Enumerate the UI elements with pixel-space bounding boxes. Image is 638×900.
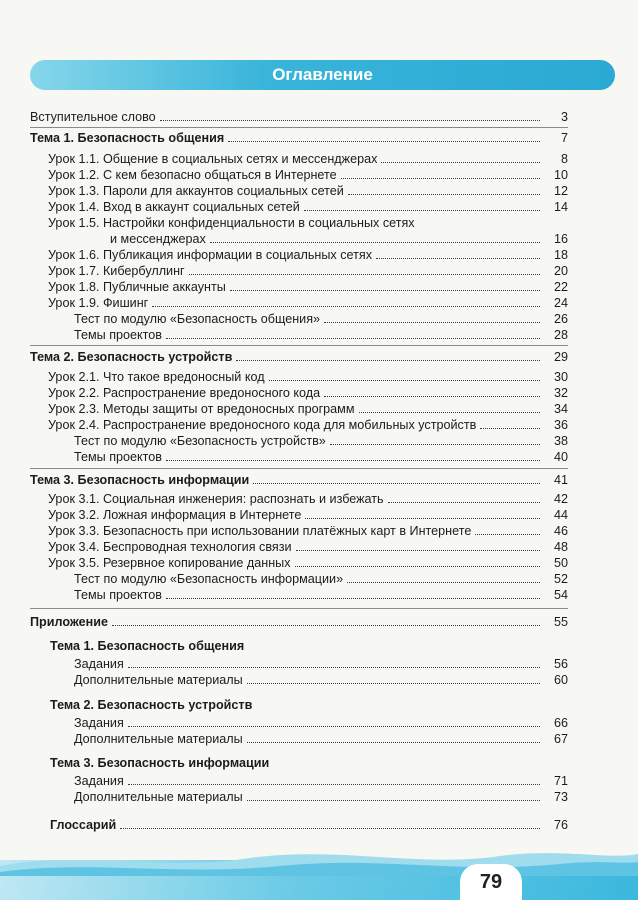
toc-entry-label: Урок 3.5. Резервное копирование данных (48, 556, 291, 570)
toc-entry-lesson[interactable] (48, 184, 568, 199)
leader-dots (228, 132, 540, 142)
toc-entry-page: 14 (553, 200, 568, 214)
leader-dots (305, 509, 540, 519)
toc-entry-lesson[interactable] (48, 280, 568, 295)
leader-dots (236, 351, 540, 361)
toc-entry-label: Глоссарий (50, 818, 117, 832)
leader-dots (330, 435, 540, 445)
toc-entry-page: 10 (553, 168, 568, 182)
toc-entry-lesson[interactable] (48, 264, 568, 279)
toc-entry-lesson-line2[interactable] (110, 232, 568, 247)
toc-entry-page: 24 (553, 296, 568, 310)
toc-entry-test[interactable] (74, 572, 568, 587)
toc-entry-page: 41 (553, 473, 568, 487)
toc-entry-lesson[interactable] (48, 248, 568, 263)
toc-entry-label: Тест по модулю «Безопасность устройств» (74, 434, 326, 448)
toc-entry-extra-materials[interactable] (74, 790, 568, 805)
leader-dots (348, 185, 540, 195)
toc-entry-label: Дополнительные материалы (74, 790, 243, 804)
toc-entry-projects[interactable] (74, 588, 568, 603)
toc-entry-label: Урок 1.1. Общение в социальных сетях и мессенджерах (48, 152, 378, 166)
leader-dots (247, 733, 540, 743)
toc-entry-projects[interactable] (74, 328, 568, 343)
toc-entry-label: Урок 1.3. Пароли для аккаунтов социальных сетей (48, 184, 344, 198)
toc-entry-lesson[interactable] (48, 524, 568, 539)
leader-dots (269, 371, 540, 381)
divider (30, 127, 568, 128)
toc-entry-page: 73 (553, 790, 568, 804)
toc-entry-lesson[interactable] (48, 386, 568, 401)
leader-dots (296, 541, 541, 551)
toc-entry-label: Тема 2. Безопасность устройств (30, 350, 233, 364)
toc-entry-label: Урок 1.6. Публикация информации в социальных сетях (48, 248, 372, 262)
leader-dots (359, 403, 541, 413)
toc-entry-page: 44 (553, 508, 568, 522)
toc-entry-label: Вступительное слово (30, 110, 156, 124)
toc-entry-page: 52 (553, 572, 568, 586)
toc-entry-label: Урок 1.8. Публичные аккаунты (48, 280, 226, 294)
leader-dots (120, 819, 540, 829)
toc-entry-page: 46 (553, 524, 568, 538)
leader-dots (128, 658, 540, 668)
footer-band (0, 860, 638, 900)
leader-dots (381, 153, 540, 163)
leader-dots (189, 265, 540, 275)
toc-entry-page: 67 (553, 732, 568, 746)
toc-entry-label: Задания (74, 774, 124, 788)
toc-entry-label: Приложение (30, 615, 108, 629)
toc-entry-page: 34 (553, 402, 568, 416)
toc-entry-lesson[interactable] (48, 370, 568, 385)
toc-entry-page: 60 (553, 673, 568, 687)
toc-entry-label: Урок 1.7. Кибербуллинг (48, 264, 185, 278)
divider (30, 468, 568, 469)
footer-wave-decoration (0, 846, 638, 876)
toc-entry-page: 3 (560, 110, 568, 124)
toc-entry-tasks[interactable] (74, 716, 568, 731)
toc-entry-lesson[interactable] (48, 200, 568, 215)
toc-entry-label: Урок 2.3. Методы защиты от вредоносных программ (48, 402, 355, 416)
toc-entry-label: Урок 3.1. Социальная инженерия: распознать и избежать (48, 492, 384, 506)
toc-entry-lesson[interactable] (48, 402, 568, 417)
toc-entry-lesson[interactable] (48, 540, 568, 555)
toc-entry-lesson[interactable] (48, 492, 568, 507)
toc-entry-page: 76 (553, 818, 568, 832)
toc-entry-page: 50 (553, 556, 568, 570)
leader-dots (324, 313, 540, 323)
toc-entry-page: 40 (553, 450, 568, 464)
toc-entry-page: 71 (553, 774, 568, 788)
toc-entry-label: Урок 2.2. Распространение вредоносного кода (48, 386, 321, 400)
toc-title-banner (30, 60, 615, 90)
leader-dots (128, 775, 540, 785)
leader-dots (166, 329, 540, 339)
leader-dots (324, 387, 540, 397)
toc-entry-label: Тема 1. Безопасность общения (30, 131, 225, 145)
divider (30, 608, 568, 609)
leader-dots (247, 674, 540, 684)
leader-dots (253, 474, 540, 484)
leader-dots (341, 169, 540, 179)
leader-dots (160, 111, 540, 121)
toc-entry-page: 32 (553, 386, 568, 400)
toc-entry-page: 38 (553, 434, 568, 448)
toc-entry-lesson[interactable] (48, 508, 568, 523)
toc-title: Оглавление (272, 65, 373, 84)
toc-entry-label: Тема 3. Безопасность информации (30, 473, 250, 487)
toc-entry-label: Задания (74, 716, 124, 730)
leader-dots (112, 616, 540, 626)
toc-entry-tasks[interactable] (74, 774, 568, 789)
toc-entry-label: Урок 2.1. Что такое вредоносный код (48, 370, 265, 384)
toc-entry-test[interactable] (74, 434, 568, 449)
toc-entry-page: 12 (553, 184, 568, 198)
leader-dots (210, 233, 540, 243)
toc-entry-page: 54 (553, 588, 568, 602)
leader-dots (388, 493, 540, 503)
toc-entry-lesson[interactable] (48, 556, 568, 571)
leader-dots (347, 573, 540, 583)
toc-entry-label: Темы проектов (74, 450, 163, 464)
toc-entry-label: Дополнительные материалы (74, 673, 243, 687)
toc-entry-lesson[interactable] (48, 152, 568, 167)
leader-dots (152, 297, 540, 307)
leader-dots (128, 717, 540, 727)
toc-entry-label: Урок 1.4. Вход в аккаунт социальных сетей (48, 200, 300, 214)
toc-entry-label: Урок 1.2. С кем безопасно общаться в Интернете (48, 168, 337, 182)
toc-entry-lesson[interactable] (48, 418, 568, 433)
toc-entry-page: 29 (553, 350, 568, 364)
leader-dots (475, 525, 540, 535)
toc-entry-topic-1[interactable] (30, 131, 568, 146)
toc-entry-projects[interactable] (74, 450, 568, 465)
toc-entry-page: 36 (553, 418, 568, 432)
toc-entry-label: Урок 2.4. Распространение вредоносного кода для мобильных устройств (48, 418, 477, 432)
toc-entry-page: 42 (553, 492, 568, 506)
toc-entry-page: 48 (553, 540, 568, 554)
toc-entry-page: 26 (553, 312, 568, 326)
toc-entry-appendix[interactable] (30, 615, 568, 630)
toc-entry-intro[interactable] (30, 110, 568, 125)
toc-entry-topic-3[interactable] (30, 473, 568, 488)
toc-entry-extra-materials[interactable] (74, 673, 568, 688)
toc-entry-tasks[interactable] (74, 657, 568, 672)
toc-entry-page: 18 (553, 248, 568, 262)
toc-entry-page: 30 (553, 370, 568, 384)
toc-entry-lesson-line1[interactable]: Урок 1.5. Настройки конфиденциальности в социальных сетях (48, 216, 415, 230)
toc-entry-lesson[interactable] (48, 296, 568, 311)
toc-entry-page: 22 (553, 280, 568, 294)
toc-entry-label: Урок 1.9. Фишинг (48, 296, 149, 310)
toc-entry-label: Урок 3.4. Беспроводная технология связи (48, 540, 292, 554)
toc-entry-page: 20 (553, 264, 568, 278)
appendix-topic-3-heading[interactable]: Тема 3. Безопасность информации (50, 756, 270, 770)
toc-entry-page: 66 (553, 716, 568, 730)
toc-entry-lesson[interactable] (48, 168, 568, 183)
leader-dots (230, 281, 540, 291)
toc-entry-topic-2[interactable] (30, 350, 568, 365)
toc-entry-test[interactable] (74, 312, 568, 327)
appendix-topic-1-heading[interactable]: Тема 1. Безопасность общения (50, 639, 245, 653)
toc-entry-glossary[interactable] (50, 818, 568, 833)
divider (30, 345, 568, 346)
toc-entry-page: 8 (560, 152, 568, 166)
toc-entry-label: Тест по модулю «Безопасность информации» (74, 572, 344, 586)
toc-entry-page: 56 (553, 657, 568, 671)
leader-dots (304, 201, 540, 211)
toc-entry-label: Урок 3.2. Ложная информация в Интернете (48, 508, 302, 522)
toc-entry-label: Темы проектов (74, 588, 163, 602)
toc-entry-label: Задания (74, 657, 124, 671)
toc-entry-extra-materials[interactable] (74, 732, 568, 747)
toc-entry-label: Тест по модулю «Безопасность общения» (74, 312, 321, 326)
leader-dots (480, 419, 540, 429)
leader-dots (247, 791, 540, 801)
appendix-topic-2-heading[interactable]: Тема 2. Безопасность устройств (50, 698, 253, 712)
leader-dots (376, 249, 540, 259)
toc-entry-page: 16 (553, 232, 568, 246)
leader-dots (295, 557, 541, 567)
page-number: 79 (460, 864, 522, 900)
toc-entry-page: 28 (553, 328, 568, 342)
toc-entry-label: Урок 3.3. Безопасность при использовании платёжных карт в Интернете (48, 524, 472, 538)
leader-dots (166, 451, 540, 461)
toc-entry-page: 7 (560, 131, 568, 145)
toc-entry-page: 55 (553, 615, 568, 629)
toc-entry-label: и мессенджерах (110, 232, 206, 246)
leader-dots (166, 589, 540, 599)
toc-entry-label: Темы проектов (74, 328, 163, 342)
toc-entry-label: Дополнительные материалы (74, 732, 243, 746)
